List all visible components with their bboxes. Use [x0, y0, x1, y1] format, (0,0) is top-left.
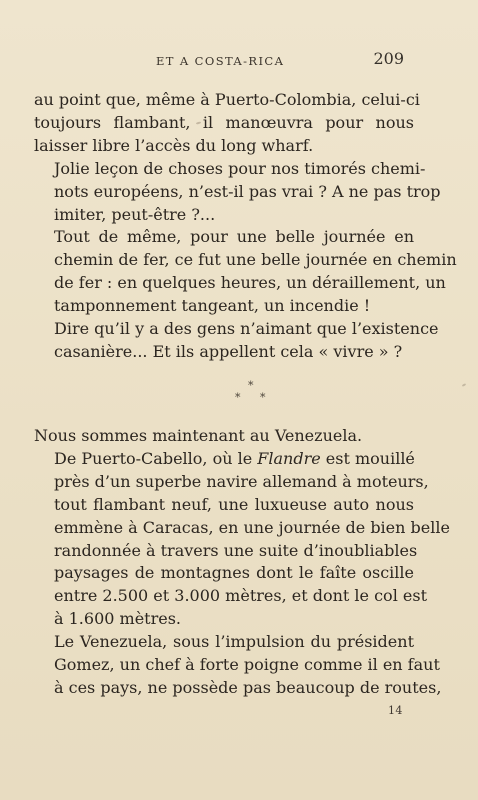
asterism-bottom: * *: [235, 391, 274, 404]
text-line: chemin de fer, ce fut une belle journée en chemin: [54, 250, 457, 270]
text-line: Jolie leçon de choses pour nos timorés chemi-: [54, 158, 426, 178]
text-line: paysages de montagnes dont le faîte oscille: [54, 563, 414, 583]
text-line: Dire qu’il y a des gens n’aimant que l’existence: [54, 319, 439, 339]
paper-speck: [462, 383, 466, 387]
text-line: toujours flambant, il manœuvra pour nous: [34, 112, 414, 132]
text-line: casanière... Et ils appellent cela « vivre » ?: [54, 341, 403, 361]
text-line: emmène à Caracas, en une journée de bien belle: [54, 517, 450, 537]
text-line: randonnée à travers une suite d’inoubliables: [54, 540, 418, 560]
paragraph-6: [34, 448, 450, 631]
ship-name: Flandre: [257, 448, 321, 468]
text-line-mixed: [34, 448, 414, 471]
section-break: [34, 380, 414, 410]
text-line: Nous sommes maintenant au Venezuela.: [34, 426, 363, 445]
paragraph-7: [34, 631, 442, 700]
text-line: imiter, peut-être ?...: [54, 204, 216, 224]
text-line: nots européens, n’est-il pas vrai ? A ne pas trop: [54, 181, 441, 201]
text-line: de fer : en quelques heures, un déraillement, un: [54, 273, 446, 293]
text-line: à ces pays, ne possède pas beaucoup de routes,: [54, 677, 442, 697]
running-head: [34, 48, 404, 72]
text-fragment: est mouillé: [320, 448, 415, 468]
text-line: à 1.600 mètres.: [54, 609, 181, 629]
text-line: laisser libre l’accès du long wharf.: [34, 135, 314, 155]
paragraph-2: [34, 158, 441, 227]
text-line: au point que, même à Puerto-Colombia, celui-ci: [34, 90, 420, 109]
text-line: Gomez, un chef à forte poigne comme il en faut: [54, 655, 440, 675]
text-fragment: De Puerto-Cabello, où le: [54, 448, 258, 468]
paragraph-1: [34, 89, 420, 158]
body-text-top: [34, 89, 457, 364]
text-line: près d’un superbe navire allemand à moteurs,: [54, 471, 429, 491]
paragraph-3: [34, 226, 457, 318]
asterism-top: *: [248, 379, 254, 392]
body-text-bottom: [34, 425, 450, 700]
paragraph-4: [34, 318, 439, 364]
printer-signature: 14: [388, 704, 403, 717]
text-line: tamponnement tangeant, un incendie !: [54, 296, 371, 316]
text-line: entre 2.500 et 3.000 mètres, et dont le col est: [54, 586, 427, 606]
text-line: Le Venezuela, sous l’impulsion du président: [54, 632, 414, 652]
paragraph-5: [34, 425, 414, 448]
page-number: 209: [373, 49, 404, 68]
running-title: ET A COSTA-RICA: [156, 54, 285, 68]
text-line: tout flambant neuf, une luxueuse auto nous: [54, 494, 414, 514]
text-line: Tout de même, pour une belle journée en: [54, 227, 414, 247]
